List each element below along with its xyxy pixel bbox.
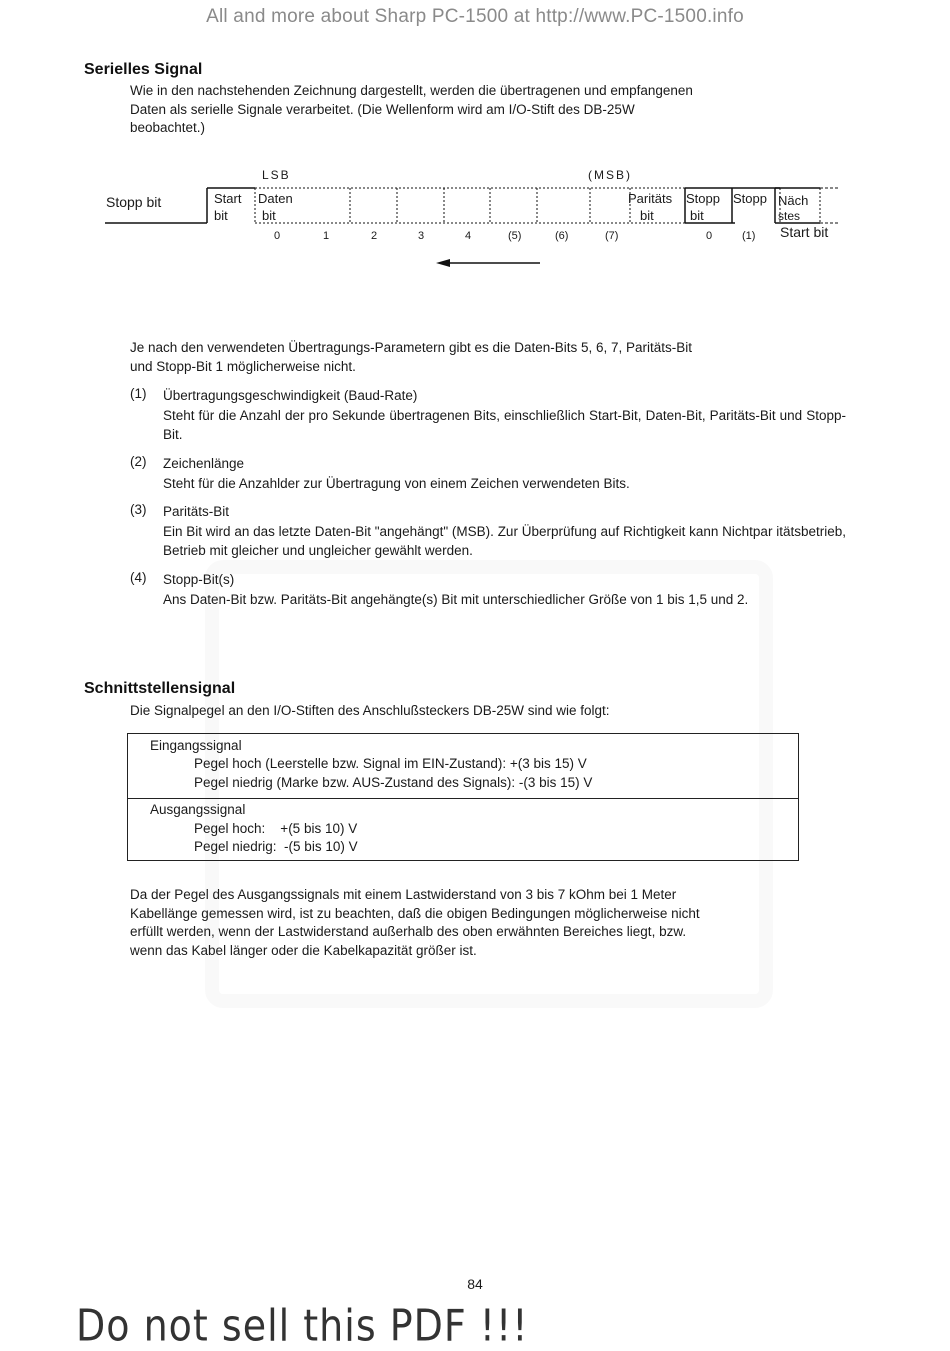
item-baud-rate bbox=[163, 386, 846, 445]
bit-number: 3 bbox=[418, 230, 425, 242]
intro-line: beobachtet.) bbox=[130, 120, 206, 135]
item-title: Übertragungsgeschwindigkeit (Baud-Rate) bbox=[163, 388, 418, 403]
start-bit-label: Start bbox=[214, 191, 242, 206]
start-bit-label-2: bit bbox=[214, 208, 228, 223]
next-start-bit-label: Start bit bbox=[780, 224, 829, 240]
serial-waveform-diagram bbox=[100, 160, 860, 270]
outro-line: wenn das Kabel länger oder die Kabelkapazität größer ist. bbox=[130, 942, 477, 958]
outro-line: Da der Pegel des Ausgangssignals mit einem Lastwiderstand von 3 bis 7 kOhm bei 1 Meter bbox=[130, 887, 677, 902]
parity-bit-label: Paritäts bbox=[628, 191, 673, 206]
bit-number: (7) bbox=[605, 230, 619, 242]
item-body: Steht für die Anzahlder zur Übertragung von einem Zeichen verwendeten Bits. bbox=[163, 475, 630, 491]
bit-number: 0 bbox=[274, 230, 281, 242]
item-body: Steht für die Anzahl der pro Sekunde übertragenen Bits, einschließlich Start-Bit, Daten-Bit, Paritäts-Bit und Stopp-Bit. bbox=[163, 407, 846, 442]
input-high-level: Pegel hoch (Leerstelle bzw. Signal im EIN-Zustand): +(3 bis 15) V bbox=[194, 756, 587, 771]
item-title: Zeichenlänge bbox=[163, 456, 245, 471]
load-resistance-paragraph bbox=[130, 886, 846, 960]
intro-paragraph bbox=[130, 82, 846, 138]
bit-number: (5) bbox=[508, 230, 522, 242]
output-high-level: Pegel hoch: +(5 bis 10) V bbox=[194, 821, 358, 836]
site-header: All and more about Sharp PC-1500 at http://www.PC-1500.info bbox=[206, 6, 744, 27]
bit-number: 2 bbox=[371, 230, 378, 242]
bit-number: (1) bbox=[742, 230, 756, 242]
item-title: Stopp-Bit(s) bbox=[163, 572, 235, 587]
input-low-level: Pegel niedrig (Marke bzw. AUS-Zustand des Signals): -(3 bis 15) V bbox=[194, 775, 593, 790]
item-stop-bits bbox=[163, 570, 846, 609]
note-line: Je nach den verwendeten Übertragungs-Parametern gibt es die Daten-Bits 5, 6, 7, Paritäts-Bit bbox=[130, 340, 693, 355]
section-title-serial-signal: Serielles Signal bbox=[84, 61, 203, 78]
outro-line: erfüllt werden, wenn der Lastwiderstand außerhalb des oben erwähnten Bereiches liegt, bzw. bbox=[130, 924, 687, 939]
output-low-level: Pegel niedrig: -(5 bis 10) V bbox=[194, 839, 358, 854]
input-signal-heading: Eingangssignal bbox=[150, 738, 242, 753]
parity-bit-label-2: bit bbox=[640, 208, 654, 223]
bit-number: (6) bbox=[555, 230, 569, 242]
next-label: Näch bbox=[778, 193, 809, 208]
footer-notice: Do not sell this PDF !!! bbox=[76, 1300, 529, 1351]
data-bit-label-2: bit bbox=[262, 208, 276, 223]
item-body: Ans Daten-Bit bzw. Paritäts-Bit angehängte(s) Bit mit unterschiedlicher Größe von 1 bis 1,5 und 2. bbox=[163, 591, 749, 607]
item-char-length bbox=[163, 454, 846, 493]
output-signal-heading: Ausgangssignal bbox=[150, 802, 246, 817]
next-label-2: stes bbox=[778, 209, 801, 223]
section-title-interface-signal: Schnittstellensignal bbox=[84, 680, 236, 697]
bit-number: 1 bbox=[323, 230, 330, 242]
stop-bit-1-label: Stopp bbox=[686, 191, 720, 206]
parameter-note bbox=[130, 339, 846, 376]
outro-line: Kabellänge gemessen wird, ist zu beachten, daß die obigen Bedingungen möglicherweise nicht bbox=[130, 905, 700, 921]
stop-bit-1-label-2: bit bbox=[690, 208, 704, 223]
interface-intro: Die Signalpegel an den I/O-Stiften des Anschlußsteckers DB-25W sind wie folgt: bbox=[130, 703, 610, 718]
item-parity-bit bbox=[163, 502, 846, 561]
item-number: (2) bbox=[130, 454, 147, 469]
intro-line: Daten als serielle Signale verarbeitet. (Die Wellenform wird am I/O-Stift des DB-25W bbox=[130, 101, 635, 117]
msb-label: (MSB) bbox=[588, 168, 632, 182]
item-body: Ein Bit wird an das letzte Daten-Bit "angehängt" (MSB). Zur Überprüfung auf Richtigkeit kann Nichtpar itätsbetrieb, Betrieb mit gleicher und ungleicher gewählt werden. bbox=[163, 523, 846, 558]
table-divider bbox=[128, 798, 798, 799]
signal-level-table bbox=[127, 733, 799, 861]
note-line: und Stopp-Bit 1 möglicherweise nicht. bbox=[130, 358, 356, 374]
item-number: (3) bbox=[130, 502, 147, 517]
item-title: Paritäts-Bit bbox=[163, 504, 230, 519]
stop-bit-2-label: Stopp bbox=[733, 191, 767, 206]
lsb-label: LSB bbox=[262, 168, 291, 182]
bit-number: 0 bbox=[706, 230, 713, 242]
data-bit-label: Daten bbox=[258, 191, 293, 206]
page-number: 84 bbox=[467, 1276, 483, 1292]
item-number: (4) bbox=[130, 570, 147, 585]
intro-line: Wie in den nachstehenden Zeichnung dargestellt, werden die übertragenen und empfangenen bbox=[130, 83, 693, 98]
bit-number: 4 bbox=[465, 230, 472, 242]
stopp-bit-label: Stopp bit bbox=[106, 194, 162, 210]
item-number: (1) bbox=[130, 386, 147, 401]
